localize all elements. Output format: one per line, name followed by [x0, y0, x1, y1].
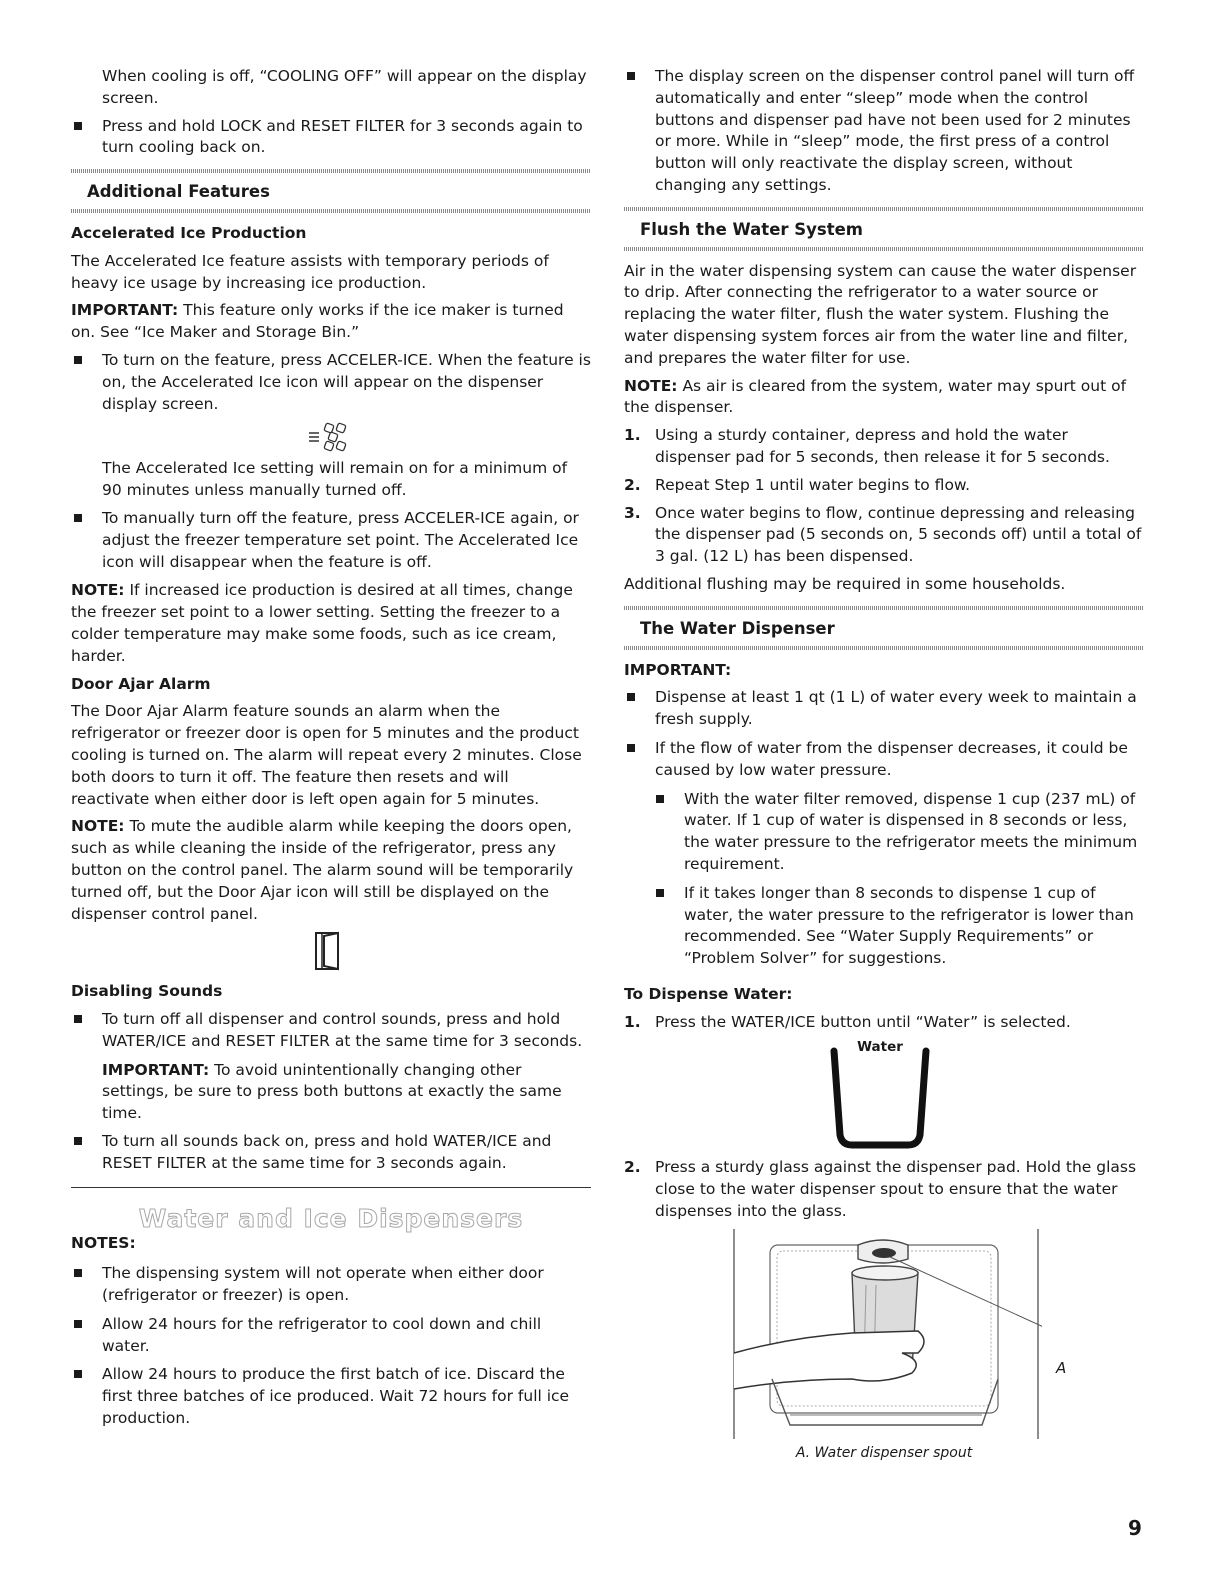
- important-bullet: Dispense at least 1 qt (1 L) of water every week to maintain a fresh supply.: [624, 687, 1144, 731]
- to-dispense-title: To Dispense Water:: [624, 984, 793, 1003]
- sleep-mode-bullet: The display screen on the dispenser control panel will turn off automatically and enter “sleep” mode when the control buttons and dispenser pad have not been used for 2 minutes or more. While in “sleep” mode, the first press of a control button will only reactivate the display screen, without changing any settings.: [624, 66, 1144, 197]
- step-number: 2.: [624, 1158, 641, 1177]
- step-number: 1.: [624, 426, 641, 445]
- flush-step: [624, 425, 1144, 469]
- flush-additional: Additional flushing may be required in some households.: [624, 574, 1066, 593]
- door-ajar-title: Door Ajar Alarm: [71, 674, 211, 693]
- accelerated-ice-title: Accelerated Ice Production: [71, 223, 307, 242]
- important-label: IMPORTANT:: [624, 660, 732, 679]
- flush-title: Flush the Water System: [640, 219, 863, 239]
- note-label: NOTE:: [71, 817, 125, 836]
- accelerated-ice-bullet-off: To manually turn off the feature, press ACCELER-ICE again, or adjust the freezer temperature set point. The Accelerated Ice icon will disappear when the feature is off.: [71, 508, 591, 573]
- door-ajar-note: [71, 816, 591, 925]
- flush-note: [624, 376, 1144, 420]
- note-label: NOTE:: [71, 581, 125, 600]
- callout-a: A: [1056, 1359, 1067, 1377]
- flush-step: [624, 503, 1144, 568]
- important-label: IMPORTANT:: [71, 301, 179, 320]
- accelerated-ice-important: [71, 300, 591, 344]
- sounds-important: [71, 1060, 591, 1125]
- important-text: To avoid unintentionally changing other settings, be sure to press both buttons at exactly the same time.: [102, 1060, 562, 1123]
- note-text: If increased ice production is desired at all times, change the freezer set point to a lower setting. Setting the freezer to a colder temperature may make some foods, such as ice cream, harder.: [71, 581, 573, 665]
- accelerated-ice-paragraph: The Accelerated Ice feature assists with temporary periods of heavy ice usage by increasing ice production.: [71, 251, 549, 292]
- note-item: The dispensing system will not operate when either door (refrigerator or freezer) is open.: [71, 1263, 591, 1307]
- note-item: Allow 24 hours to produce the first batch of ice. Discard the first three batches of ice produced. Wait 72 hours for full ice production.: [71, 1364, 591, 1429]
- water-dispenser-illustration: [732, 1229, 1042, 1439]
- flush-step: [624, 475, 1144, 497]
- step-number: 1.: [624, 1012, 641, 1031]
- cup-icon: [822, 1039, 938, 1151]
- step-text: Press a sturdy glass against the dispenser pad. Hold the glass close to the water dispenser spout to ensure that the water dispenses into the glass.: [655, 1158, 1137, 1221]
- water-dispenser-header: [624, 606, 1144, 650]
- important-label: IMPORTANT:: [102, 1060, 210, 1079]
- important-sub-bullet: With the water filter removed, dispense 1 cup (237 mL) of water. If 1 cup of water is dispensed in 8 seconds or less, the water pressure to the refrigerator meets the minimum requirement.: [624, 789, 1144, 876]
- step-text: Once water begins to flow, continue depressing and releasing the dispenser pad (5 seconds on, 5 seconds off) until a total of 3 gal. (12 L) has been dispensed.: [655, 503, 1142, 566]
- hatch-divider: [624, 646, 1144, 650]
- important-text: This feature only works if the ice maker is turned on. See “Ice Maker and Storage Bin.”: [71, 301, 564, 342]
- dispense-step: [624, 1012, 1144, 1034]
- water-icon-label: Water: [857, 1039, 903, 1056]
- note-item: Allow 24 hours for the refrigerator to cool down and chill water.: [71, 1314, 591, 1358]
- step-number: 2.: [624, 475, 641, 494]
- door-ajar-paragraph: The Door Ajar Alarm feature sounds an alarm when the refrigerator or freezer door is open for 5 minutes and the product cooling is turned on. The alarm will repeat every 2 minutes. Close both doors to turn it off. The feature then resets and will reactivate when either door is left open again for 5 minutes.: [71, 702, 582, 808]
- water-dispenser-title: The Water Dispenser: [640, 618, 835, 638]
- sounds-bullet-on: To turn all sounds back on, press and hold WATER/ICE and RESET FILTER at the same time for 3 seconds again.: [71, 1131, 591, 1175]
- flush-paragraph: Air in the water dispensing system can cause the water dispenser to drip. After connecting the refrigerator to a water source or replacing the water filter, flush the water system. Flushing the water dispensing system forces air from the water line and filter, and prepares the water filter for use.: [624, 261, 1137, 367]
- hatch-divider: [71, 209, 591, 213]
- page-number: 9: [1128, 1516, 1142, 1540]
- step-text: Using a sturdy container, depress and hold the water dispenser pad for 5 seconds, then release it for 5 seconds.: [655, 426, 1110, 466]
- right-column: [624, 66, 1144, 1465]
- section-rule: [71, 1187, 591, 1188]
- intro-line: When cooling is off, “COOLING OFF” will appear on the display screen.: [102, 67, 587, 107]
- accelerated-ice-note: [71, 580, 591, 667]
- water-ice-dispensers-title: Water and Ice Dispensers: [138, 1203, 524, 1233]
- step-text: Press the WATER/ICE button until “Water” is selected.: [655, 1012, 1071, 1031]
- flush-header: [624, 207, 1144, 251]
- disabling-sounds-title: Disabling Sounds: [71, 982, 223, 1001]
- note-text: As air is cleared from the system, water may spurt out of the dispenser.: [624, 376, 1127, 417]
- note-label: NOTE:: [624, 376, 678, 395]
- step-number: 3.: [624, 503, 641, 522]
- additional-features-header: [71, 169, 591, 213]
- accelerated-ice-duration: The Accelerated Ice setting will remain on for a minimum of 90 minutes unless manually turned off.: [102, 459, 568, 500]
- figure-caption: A. Water dispenser spout: [795, 1444, 973, 1461]
- accelerated-ice-icon: [307, 422, 355, 452]
- sounds-bullet-off: To turn off all dispenser and control sounds, press and hold WATER/ICE and RESET FILTER at the same time for 3 seconds.: [71, 1009, 591, 1053]
- door-ajar-icon: [314, 931, 344, 971]
- intro-bullet: Press and hold LOCK and RESET FILTER for 3 seconds again to turn cooling back on.: [71, 116, 591, 160]
- additional-features-title: Additional Features: [87, 182, 270, 202]
- step-text: Repeat Step 1 until water begins to flow.: [655, 475, 971, 494]
- note-text: To mute the audible alarm while keeping the doors open, such as while cleaning the inside of the refrigerator, press any button on the control panel. The alarm sound will be temporarily turned off, but the Door Ajar icon will still be displayed on the dispenser control panel.: [71, 817, 574, 923]
- accelerated-ice-bullet-on: To turn on the feature, press ACCELER-ICE. When the feature is on, the Accelerated Ice icon will appear on the dispenser display screen.: [71, 350, 591, 415]
- left-column: [71, 66, 591, 1437]
- notes-label: NOTES:: [71, 1234, 136, 1253]
- important-bullet: If the flow of water from the dispenser decreases, it could be caused by low water pressure.: [624, 738, 1144, 782]
- water-cup-icon: [822, 1039, 938, 1151]
- hatch-divider: [624, 247, 1144, 251]
- dispense-step: [624, 1157, 1144, 1222]
- important-sub-bullet: If it takes longer than 8 seconds to dispense 1 cup of water, the water pressure to the refrigerator is lower than recommended. See “Water Supply Requirements” or “Problem Solver” for suggestions.: [624, 883, 1144, 970]
